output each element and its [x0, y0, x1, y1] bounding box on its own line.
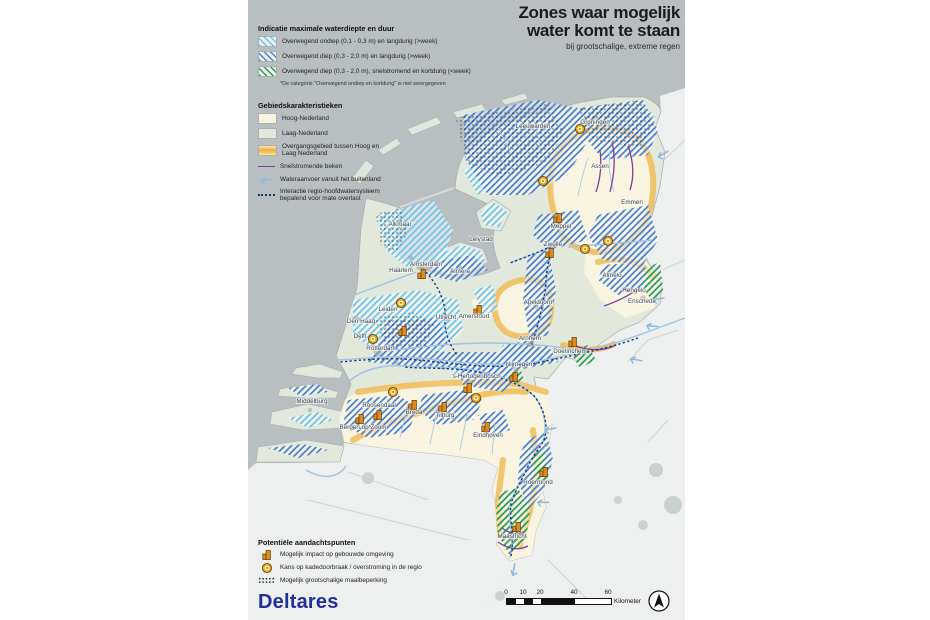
city-label-roermond: Roermond — [523, 479, 553, 486]
legend-depth-footnote: *De categorie "Overwegend ondiep en kortdurig" is niet weergegeven — [280, 81, 446, 87]
city-label-roosendaal: Roosendaal — [362, 402, 396, 409]
legend-item-impact: Mogelijk impact op gebouwde omgeving — [258, 550, 508, 559]
legend-item-inflow: Wateraanvoer vanuit het buitenland — [258, 175, 498, 184]
breach-circle-icon — [471, 393, 480, 402]
city-label-utrecht: Utrecht — [435, 314, 457, 321]
legend-item-breach: Kans op kadedoorbraak / overstroming in de regio — [258, 563, 508, 572]
city-label-leeuwarden: Leeuwarden — [515, 123, 551, 130]
legend-depth-heading: Indicatie maximale waterdiepte en duur — [258, 24, 395, 33]
city-label-arnhem: Arnhem — [518, 335, 542, 342]
legend-area-heading: Gebiedskarakteristieken — [258, 101, 343, 110]
legend-points-heading: Potentiële aandachtspunten — [258, 538, 356, 547]
city-label-tilburg: Tilburg — [435, 412, 455, 419]
hatch-green-swatch — [258, 66, 277, 77]
map-title-block — [518, 4, 680, 51]
city-label-hengelo: Hengelo — [622, 287, 646, 294]
laag-swatch — [258, 128, 277, 139]
scale-bar-segments — [506, 598, 612, 605]
map-subtitle: bij grootschalige, extreme regen — [566, 41, 680, 51]
purple-line-icon — [258, 166, 275, 167]
city-label-middelburg: Middelburg — [296, 398, 328, 405]
city-label-lelystad: Lelystad — [469, 236, 493, 243]
city-label-almelo: Almelo — [602, 272, 622, 279]
city-label-amsterdam: Amsterdam — [409, 261, 443, 268]
legend-item-deep-fast: Overwegend diep (0,3 - 2,0 m), snelstromend en kortdurig (<week) — [258, 66, 498, 77]
breach-circle-icon — [603, 236, 612, 245]
city-label-meppel: Meppel — [550, 223, 572, 230]
legend-item-maalbeperking: Mogelijk grootschalige maalbeperking — [258, 576, 508, 585]
city-label-den-haag: Den Haag — [346, 318, 376, 325]
netherlands-basemap — [248, 0, 685, 620]
transition-swatch — [258, 145, 277, 156]
deltares-logo: Deltares — [258, 591, 339, 613]
breach-circle-icon — [388, 387, 397, 396]
city-label-maastricht: Maastricht — [497, 533, 527, 540]
legend-attention-points — [258, 538, 508, 589]
breach-circle-icon — [396, 298, 405, 307]
city-label-delft: Delft — [353, 333, 367, 340]
breach-circle-icon — [580, 244, 589, 253]
breach-circle-icon — [261, 562, 273, 574]
map-title-line1: Zones waar mogelijk — [518, 3, 680, 22]
hatch-blue-swatch — [258, 51, 277, 62]
black-dots-icon — [258, 577, 275, 584]
scale-bar-unit: Kilometer — [614, 598, 641, 605]
city-label-leiden: Leiden — [378, 306, 398, 313]
north-arrow-icon — [647, 589, 671, 613]
city-label-apeldoorn: Apeldoorn — [523, 299, 553, 306]
scale-bar-ticks: 0 10 20 40 60 — [504, 589, 612, 596]
city-label-groningen: Groningen — [580, 119, 610, 126]
navy-dotted-icon — [258, 194, 275, 196]
hoog-swatch — [258, 113, 277, 124]
legend-item-shallow-long: Overwegend ondiep (0,1 - 0,3 m) en langdurig (>week) — [258, 36, 498, 47]
city-label-alkmaar: Alkmaar — [388, 221, 412, 228]
city-label-nijmegen: Nijmegen — [505, 361, 533, 368]
legend-water-depth — [258, 24, 498, 87]
city-label--s-hertogenbosch: 's-Hertogenbosch — [451, 373, 501, 380]
building-icon — [261, 549, 273, 561]
city-label-emmen: Emmen — [621, 199, 643, 206]
city-label-eindhoven: Eindhoven — [473, 432, 503, 439]
city-label-zwolle: Zwolle — [543, 241, 563, 248]
city-label-breda: Breda — [405, 409, 423, 416]
city-label-haarlem: Haarlem — [389, 267, 413, 274]
legend-area-characteristics — [258, 101, 498, 206]
scale-bar — [506, 589, 656, 605]
map-title-line2: water komt te staan — [526, 21, 680, 41]
legend-item-beken: Snelstromende beken — [258, 162, 498, 171]
city-label-amersfoort: Amersfoort — [458, 313, 490, 320]
legend-item-deep-long: Overwegend diep (0,3 - 2,0 m) en langdurig (>week) — [258, 51, 498, 62]
city-label-doetinchem: Doetinchem — [553, 348, 587, 355]
legend-item-hoog: Hoog-Nederland — [258, 113, 498, 124]
map-panel — [248, 0, 685, 620]
legend-item-laag: Laag-Nederland — [258, 128, 498, 139]
city-label-almere: Almere — [450, 268, 470, 275]
city-label-enschede: Enschede — [627, 298, 657, 305]
breach-circle-icon — [538, 176, 547, 185]
water-inflow-arrow-icon — [259, 174, 275, 184]
city-label-rotterdam: Rotterdam — [366, 345, 396, 352]
city-label-bergen-op-zoom: Bergen op Zoom — [339, 424, 387, 431]
legend-item-transition: Overgangsgebied tussen Hoog en Laag Nederland — [258, 143, 408, 158]
breach-circle-icon — [368, 334, 377, 343]
city-label-assen: Assen — [591, 163, 609, 170]
legend-item-interaction: Interactie regio-hoofdwatersysteem bepalend voor mate overlast — [258, 188, 428, 203]
hatch-lightblue-swatch — [258, 36, 277, 47]
